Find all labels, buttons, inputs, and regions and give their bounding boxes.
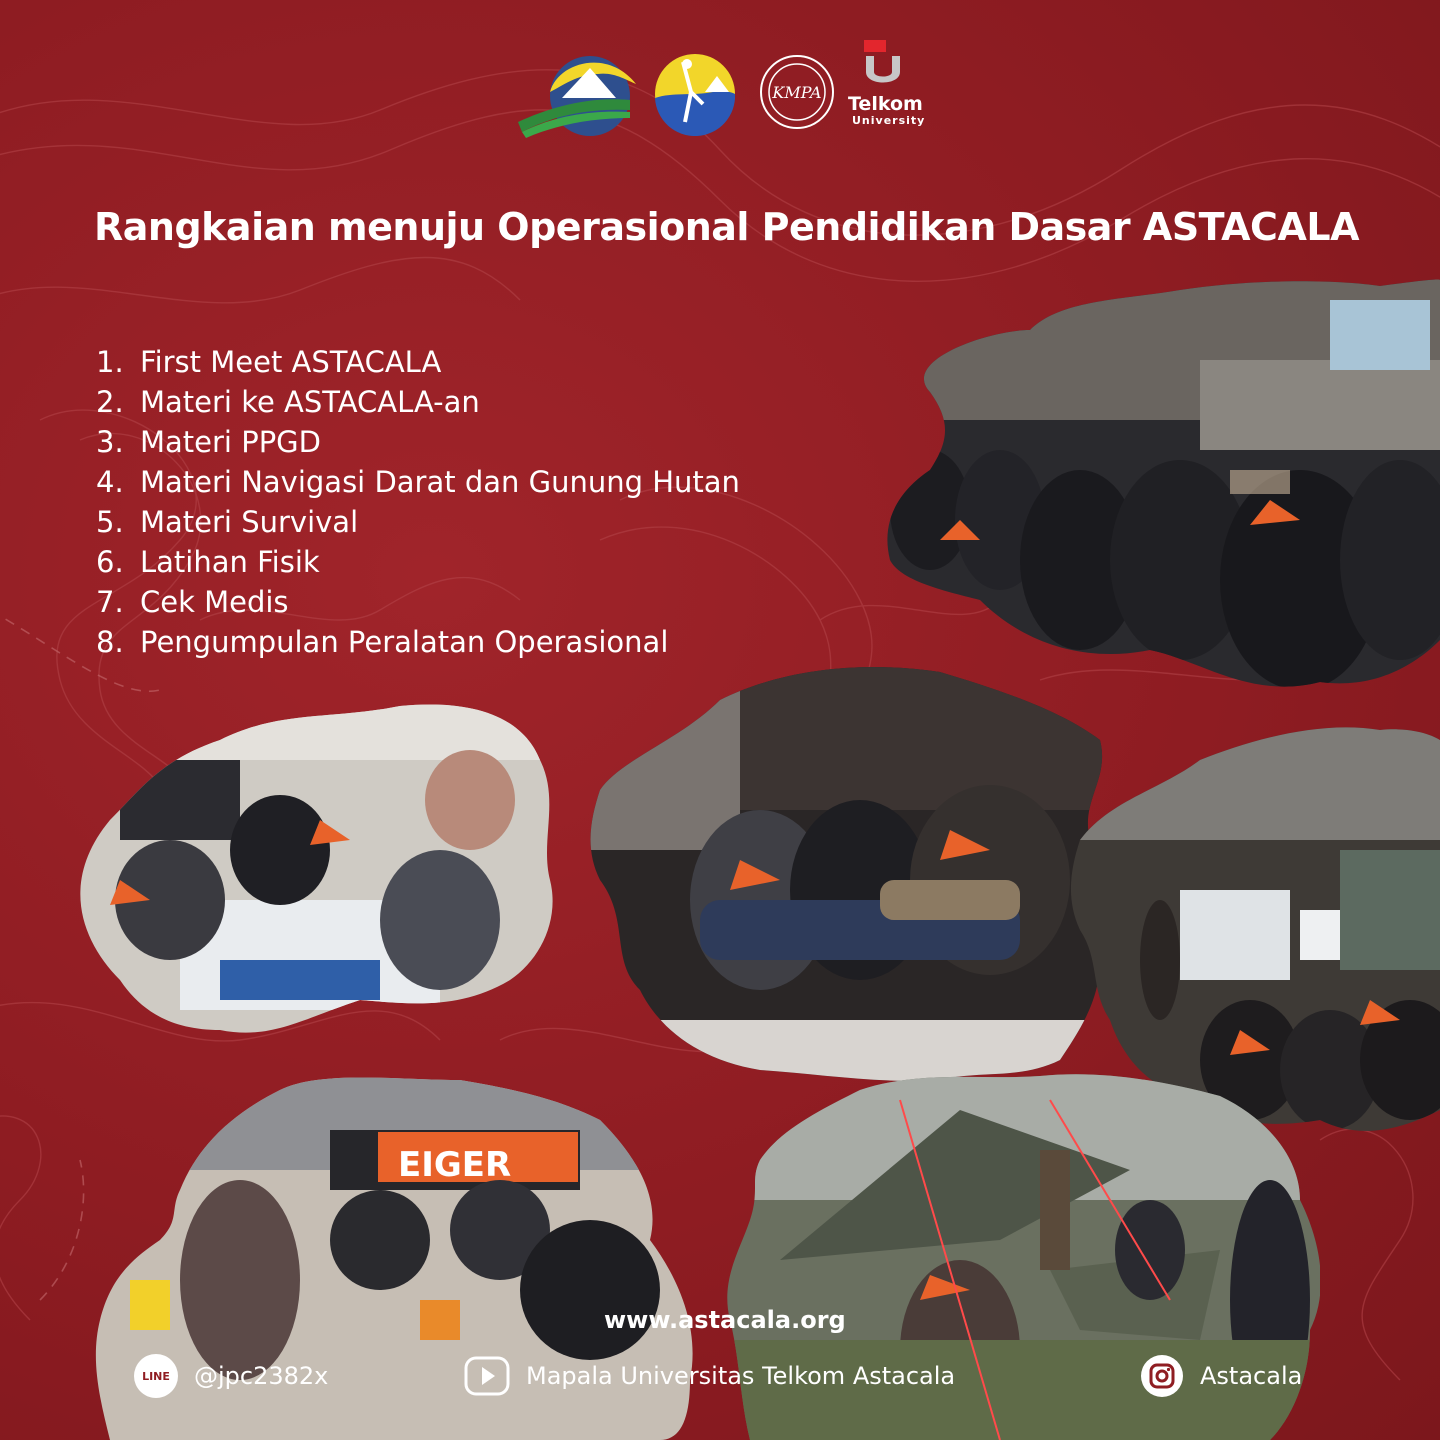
list-item xyxy=(96,422,740,462)
list-item-number: 2. xyxy=(96,385,124,419)
list-item xyxy=(96,342,740,382)
list-item-text: Materi ke ASTACALA-an xyxy=(140,385,480,419)
list-item xyxy=(96,462,740,502)
youtube-channel: Mapala Universitas Telkom Astacala xyxy=(526,1362,956,1390)
list-item-text: Materi Survival xyxy=(140,505,359,539)
list-item-number: 6. xyxy=(96,545,124,579)
steps-list xyxy=(96,342,740,662)
list-item xyxy=(96,582,740,622)
list-item-text: First Meet ASTACALA xyxy=(140,345,442,379)
list-item-number: 7. xyxy=(96,585,124,619)
instagram-icon xyxy=(1140,1354,1184,1398)
kmpa-emblem-icon xyxy=(753,50,841,138)
list-item-number: 8. xyxy=(96,625,124,659)
list-item-text: Materi Navigasi Darat dan Gunung Hutan xyxy=(140,465,740,499)
list-item xyxy=(96,382,740,422)
list-item xyxy=(96,622,740,662)
photo-ppgd xyxy=(580,650,1120,1090)
mountain-emblem-icon xyxy=(518,52,640,138)
list-item xyxy=(96,542,740,582)
list-item-number: 1. xyxy=(96,345,124,379)
list-item-text: Latihan Fisik xyxy=(140,545,320,579)
list-item xyxy=(96,502,740,542)
telkom-university-logo-icon xyxy=(860,38,906,90)
list-item-text: Materi PPGD xyxy=(140,425,321,459)
list-item-number: 3. xyxy=(96,425,124,459)
line-contact[interactable] xyxy=(134,1354,328,1398)
photo-first-meet xyxy=(880,270,1440,700)
eiger-banner-text: EIGER xyxy=(398,1145,512,1185)
line-handle: @jpc2382x xyxy=(194,1362,329,1390)
photo-navigasi xyxy=(50,690,570,1050)
instagram-contact[interactable] xyxy=(1140,1354,1302,1398)
telkom-wordmark: Telkom xyxy=(848,93,923,115)
page-title: Rangkaian menuju Operasional Pendidikan Dasar ASTACALA xyxy=(94,205,1359,249)
list-item-text: Pengumpulan Peralatan Operasional xyxy=(140,625,669,659)
list-item-text: Cek Medis xyxy=(140,585,289,619)
youtube-contact[interactable] xyxy=(464,1354,955,1398)
climber-emblem-icon xyxy=(653,52,737,136)
list-item-number: 5. xyxy=(96,505,124,539)
svg-text:KMPA: KMPA xyxy=(772,83,822,102)
university-wordmark: University xyxy=(852,114,926,127)
website-link[interactable]: www.astacala.org xyxy=(604,1306,846,1334)
instagram-handle: Astacala xyxy=(1200,1362,1303,1390)
list-item-number: 4. xyxy=(96,465,124,499)
line-icon: LINE xyxy=(134,1354,178,1398)
youtube-icon xyxy=(464,1356,510,1396)
